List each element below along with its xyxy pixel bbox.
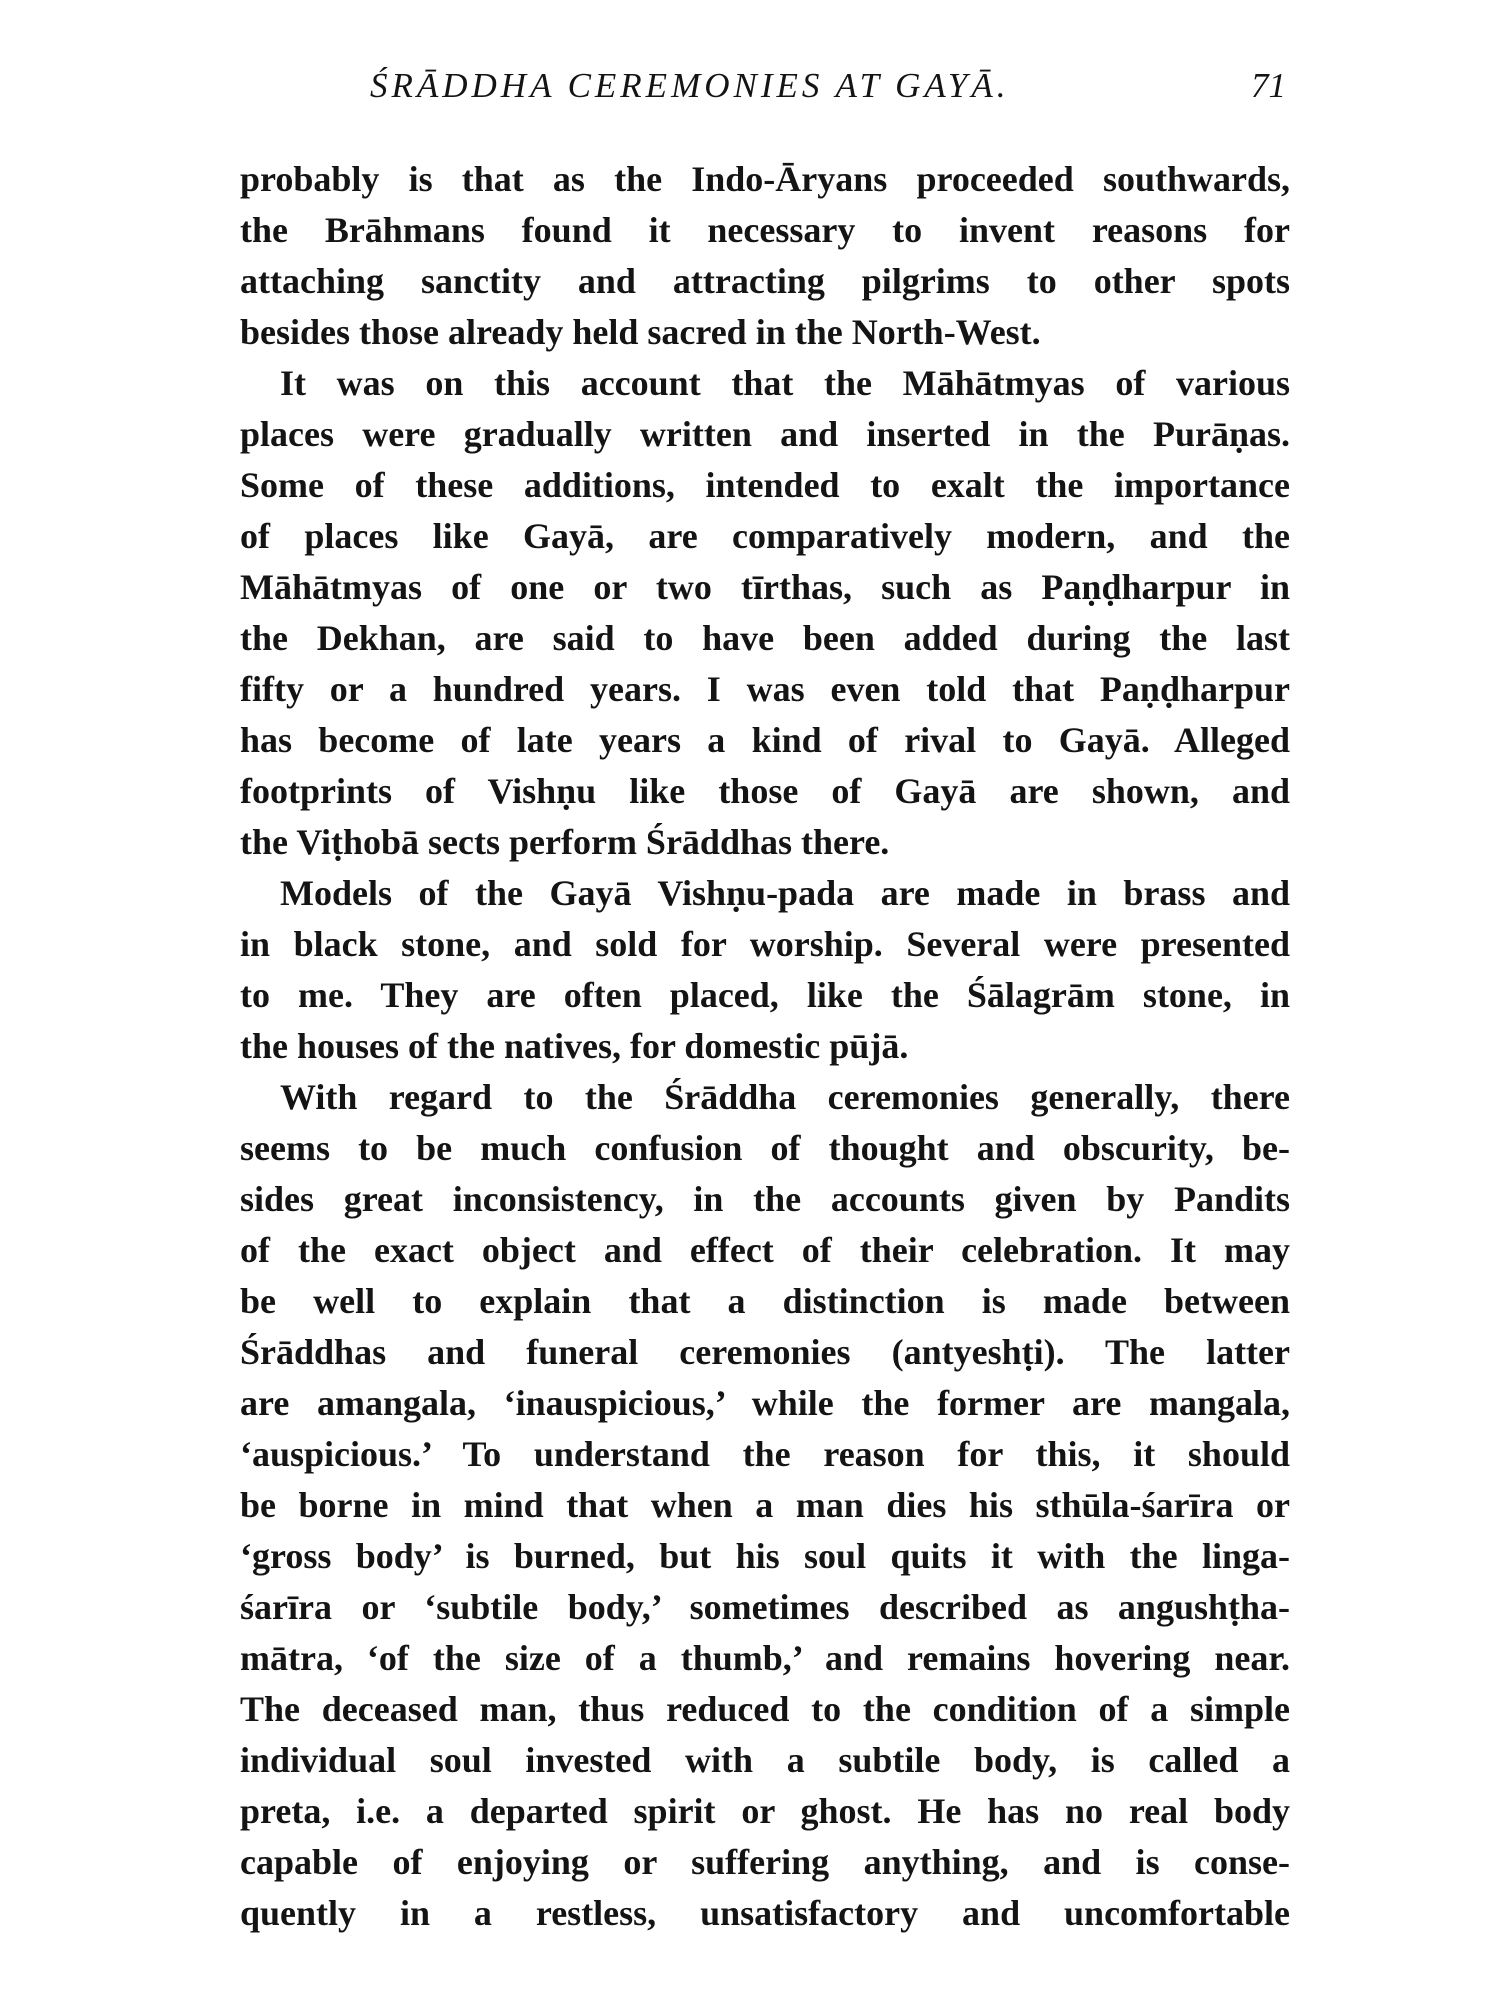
text-line: be well to explain that a distinction is made between [240, 1281, 1290, 1321]
text-line: quently in a restless, unsatisfactory and uncomfortable [240, 1893, 1290, 1933]
text-line: It was on this account that the Māhātmyas of various [280, 363, 1290, 403]
text-line: mātra, ‘of the size of a thumb,’ and remains hovering near. [240, 1638, 1290, 1678]
paragraph-2 [240, 358, 1290, 868]
text-line: Models of the Gayā Vishṇu-pada are made in brass and [280, 873, 1290, 913]
text-line: individual soul invested with a subtile body, is called a [240, 1740, 1290, 1780]
text-line: of places like Gayā, are comparatively modern, and the [240, 516, 1290, 556]
text-line: are amangala, ‘inauspicious,’ while the former are mangala, [240, 1383, 1290, 1423]
text-line: of the exact object and effect of their celebration. It may [240, 1230, 1290, 1270]
running-title: ŚRĀDDHA CEREMONIES AT GAYĀ. [370, 66, 1010, 105]
text-line: The deceased man, thus reduced to the condition of a simple [240, 1689, 1290, 1729]
text-line: seems to be much confusion of thought and obscurity, be- [240, 1128, 1290, 1168]
text-line: the Dekhan, are said to have been added during the last [240, 618, 1290, 658]
text-line: be borne in mind that when a man dies his sthūla-śarīra or [240, 1485, 1290, 1525]
text-line: to me. They are often placed, like the Śālagrām stone, in [240, 975, 1290, 1015]
running-head [240, 66, 1290, 116]
text-line: ‘gross body’ is burned, but his soul quits it with the linga- [240, 1536, 1290, 1576]
text-line: With regard to the Śrāddha ceremonies generally, there [280, 1077, 1290, 1117]
text-line: the Brāhmans found it necessary to invent reasons for [240, 210, 1290, 250]
text-line: Some of these additions, intended to exalt the importance [240, 465, 1290, 505]
text-line: in black stone, and sold for worship. Several were presented [240, 924, 1290, 964]
text-line: Māhātmyas of one or two tīrthas, such as Paṇḍharpur in [240, 567, 1290, 607]
page-number: 71 [1251, 66, 1286, 105]
text-line: fifty or a hundred years. I was even told that Paṇḍharpur [240, 669, 1290, 709]
text-line: the Viṭhobā sects perform Śrāddhas there. [240, 822, 890, 862]
text-line: footprints of Vishṇu like those of Gayā are shown, and [240, 771, 1290, 811]
paragraph-3 [240, 868, 1290, 1072]
text-line: capable of enjoying or suffering anything, and is conse- [240, 1842, 1290, 1882]
text-line: probably is that as the Indo-Āryans proceeded southwards, [240, 159, 1290, 199]
text-line: sides great inconsistency, in the accounts given by Pandits [240, 1179, 1290, 1219]
text-line: attaching sanctity and attracting pilgrims to other spots [240, 261, 1290, 301]
text-line: śarīra or ‘subtile body,’ sometimes described as angushṭha- [240, 1587, 1290, 1627]
paragraph-1 [240, 154, 1290, 358]
text-line: the houses of the natives, for domestic pūjā. [240, 1026, 909, 1066]
text-line: besides those already held sacred in the North-West. [240, 312, 1041, 352]
text-line: preta, i.e. a departed spirit or ghost. He has no real body [240, 1791, 1290, 1831]
text-line: has become of late years a kind of rival to Gayā. Alleged [240, 720, 1290, 760]
text-line: ‘auspicious.’ To understand the reason for this, it should [240, 1434, 1290, 1474]
text-line: Śrāddhas and funeral ceremonies (antyeshṭi). The latter [240, 1332, 1290, 1372]
text-line: places were gradually written and inserted in the Purāṇas. [240, 414, 1290, 454]
paragraph-4 [240, 1072, 1290, 1939]
body-text [240, 154, 1290, 1939]
